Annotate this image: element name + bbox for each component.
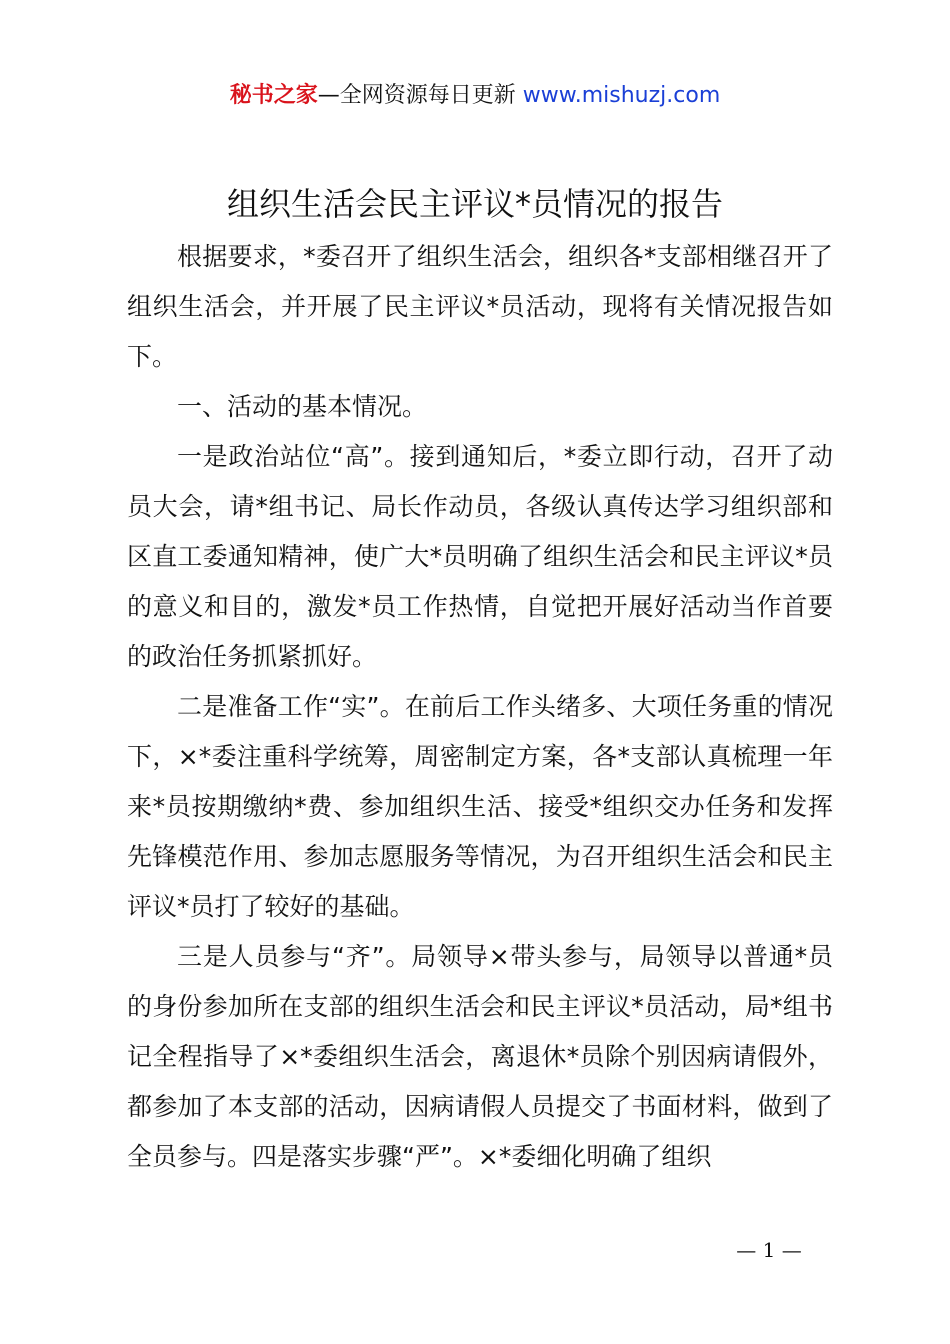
- body-paragraph: 三是人员参与“齐”。局领导×带头参与，局领导以普通*员的身份参加所在支部的组织生活会和民主评议*员活动，局*组书记全程指导了×*委组织生活会，离退休*员除个别因病请假外，都参加了本支部的活动，因病请假人员提交了书面材料，做到了全员参与。四是落实步骤“严”。×*委细化明确了组织: [127, 942, 833, 1171]
- body-paragraph: 一是政治站位“高”。接到通知后，*委立即行动，召开了动员大会，请*组书记、局长作动员，各级认真传达学习组织部和区直工委通知精神，使广大*员明确了组织生活会和民主评议*员的意义和目的，激发*员工作热情，自觉把开展好活动当作首要的政治任务抓紧抓好。: [127, 442, 833, 671]
- document-body: [127, 232, 833, 1182]
- site-brand: 秘书之家: [229, 83, 318, 108]
- page-number: — 1 —: [736, 1238, 802, 1262]
- intro-paragraph: 根据要求，*委召开了组织生活会，组织各*支部相继召开了组织生活会，并开展了民主评议*员活动，现将有关情况报告如下。: [127, 242, 833, 371]
- site-tagline: —全网资源每日更新: [317, 83, 516, 108]
- site-url[interactable]: www.mishuzj.com: [522, 83, 721, 108]
- body-paragraph: 二是准备工作“实”。在前后工作头绪多、大项任务重的情况下，×*委注重科学统筹，周密制定方案，各*支部认真梳理一年来*员按期缴纳*费、参加组织生活、接受*组织交办任务和发挥先锋模范作用、参加志愿服务等情况，为召开组织生活会和民主评议*员打了较好的基础。: [127, 692, 833, 921]
- document-title: 组织生活会民主评议*员情况的报告: [226, 185, 723, 223]
- section-heading: 一、活动的基本情况。: [177, 392, 428, 421]
- site-header: [0, 80, 950, 112]
